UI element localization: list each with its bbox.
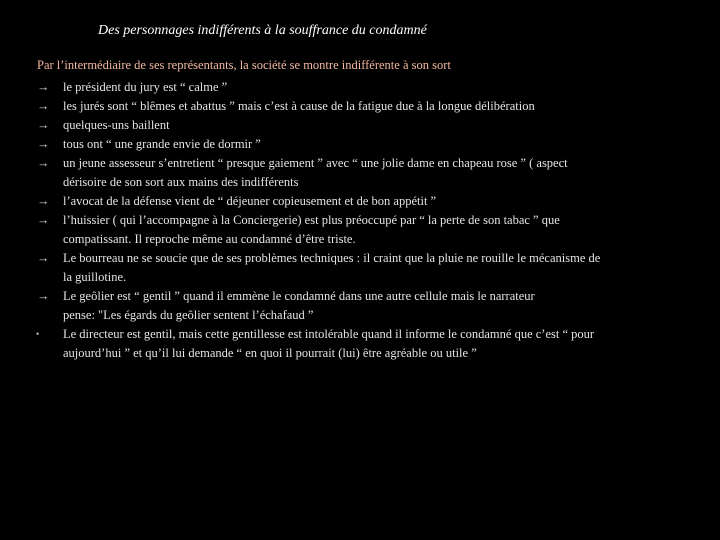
list-item-text-line: Le geôlier est “ gentil ” quand il emmène le condamné dans une autre cellule mais le narrateur bbox=[63, 289, 535, 303]
list-item-text-line: tous ont “ une grande envie de dormir ” bbox=[63, 137, 261, 151]
bullet-list bbox=[37, 78, 707, 363]
list-item-text-line: l’huissier ( qui l’accompagne à la Conciergerie) est plus préoccupé par “ la perte de son tabac ” que bbox=[63, 213, 560, 227]
list-item bbox=[37, 211, 707, 249]
list-item bbox=[37, 78, 707, 97]
list-item-text-line: quelques-uns baillent bbox=[63, 118, 170, 132]
list-item bbox=[37, 249, 707, 287]
arrow-right-icon: → bbox=[37, 99, 50, 113]
list-item-text-line: aujourd’hui ” et qu’il lui demande “ en quoi il pourrait (lui) être agréable ou utile ” bbox=[63, 346, 477, 360]
arrow-right-icon: → bbox=[37, 251, 50, 265]
list-item-text-line: un jeune assesseur s’entretient “ presque gaiement ” avec “ une jolie dame en chapeau rose ” ( aspect bbox=[63, 156, 568, 170]
list-item-text-line: Le bourreau ne se soucie que de ses problèmes techniques : il craint que la pluie ne rouille le mécanisme de bbox=[63, 251, 601, 265]
arrow-right-icon: → bbox=[37, 137, 50, 151]
arrow-right-icon: → bbox=[37, 118, 50, 132]
arrow-right-icon: → bbox=[37, 213, 50, 227]
arrow-right-icon: → bbox=[37, 289, 50, 303]
arrow-right-icon: → bbox=[37, 80, 50, 94]
list-item bbox=[37, 192, 707, 211]
bullet-dot-icon: • bbox=[36, 329, 40, 339]
arrow-right-icon: → bbox=[37, 156, 50, 170]
list-item-text-line: compatissant. Il reproche même au condamné d’être triste. bbox=[63, 232, 356, 246]
list-item bbox=[37, 325, 707, 363]
list-item-text-line: l’avocat de la défense vient de “ déjeuner copieusement et de bon appétit ” bbox=[63, 194, 437, 208]
intro-text: Par l’intermédiaire de ses représentants, la société se montre indifférente à son sort bbox=[37, 58, 451, 72]
list-item bbox=[37, 97, 707, 116]
list-item bbox=[37, 287, 707, 325]
list-item bbox=[37, 135, 707, 154]
list-item-text-line: la guillotine. bbox=[63, 270, 127, 284]
list-item bbox=[37, 154, 707, 192]
list-item-text-line: le président du jury est “ calme ” bbox=[63, 80, 228, 94]
list-item-text-line: Le directeur est gentil, mais cette gentillesse est intolérable quand il informe le condamné que c’est “ pour bbox=[63, 327, 595, 341]
list-item-text-line: pense: "Les égards du geôlier sentent l’échafaud ” bbox=[63, 308, 314, 322]
list-item bbox=[37, 116, 707, 135]
slide-title: Des personnages indifférents à la souffrance du condamné bbox=[98, 23, 427, 38]
list-item-text-line: les jurés sont “ blêmes et abattus ” mais c’est à cause de la fatigue due à la longue délibération bbox=[63, 99, 535, 113]
list-item-text-line: dérisoire de son sort aux mains des indifférents bbox=[63, 175, 299, 189]
arrow-right-icon: → bbox=[37, 194, 50, 208]
